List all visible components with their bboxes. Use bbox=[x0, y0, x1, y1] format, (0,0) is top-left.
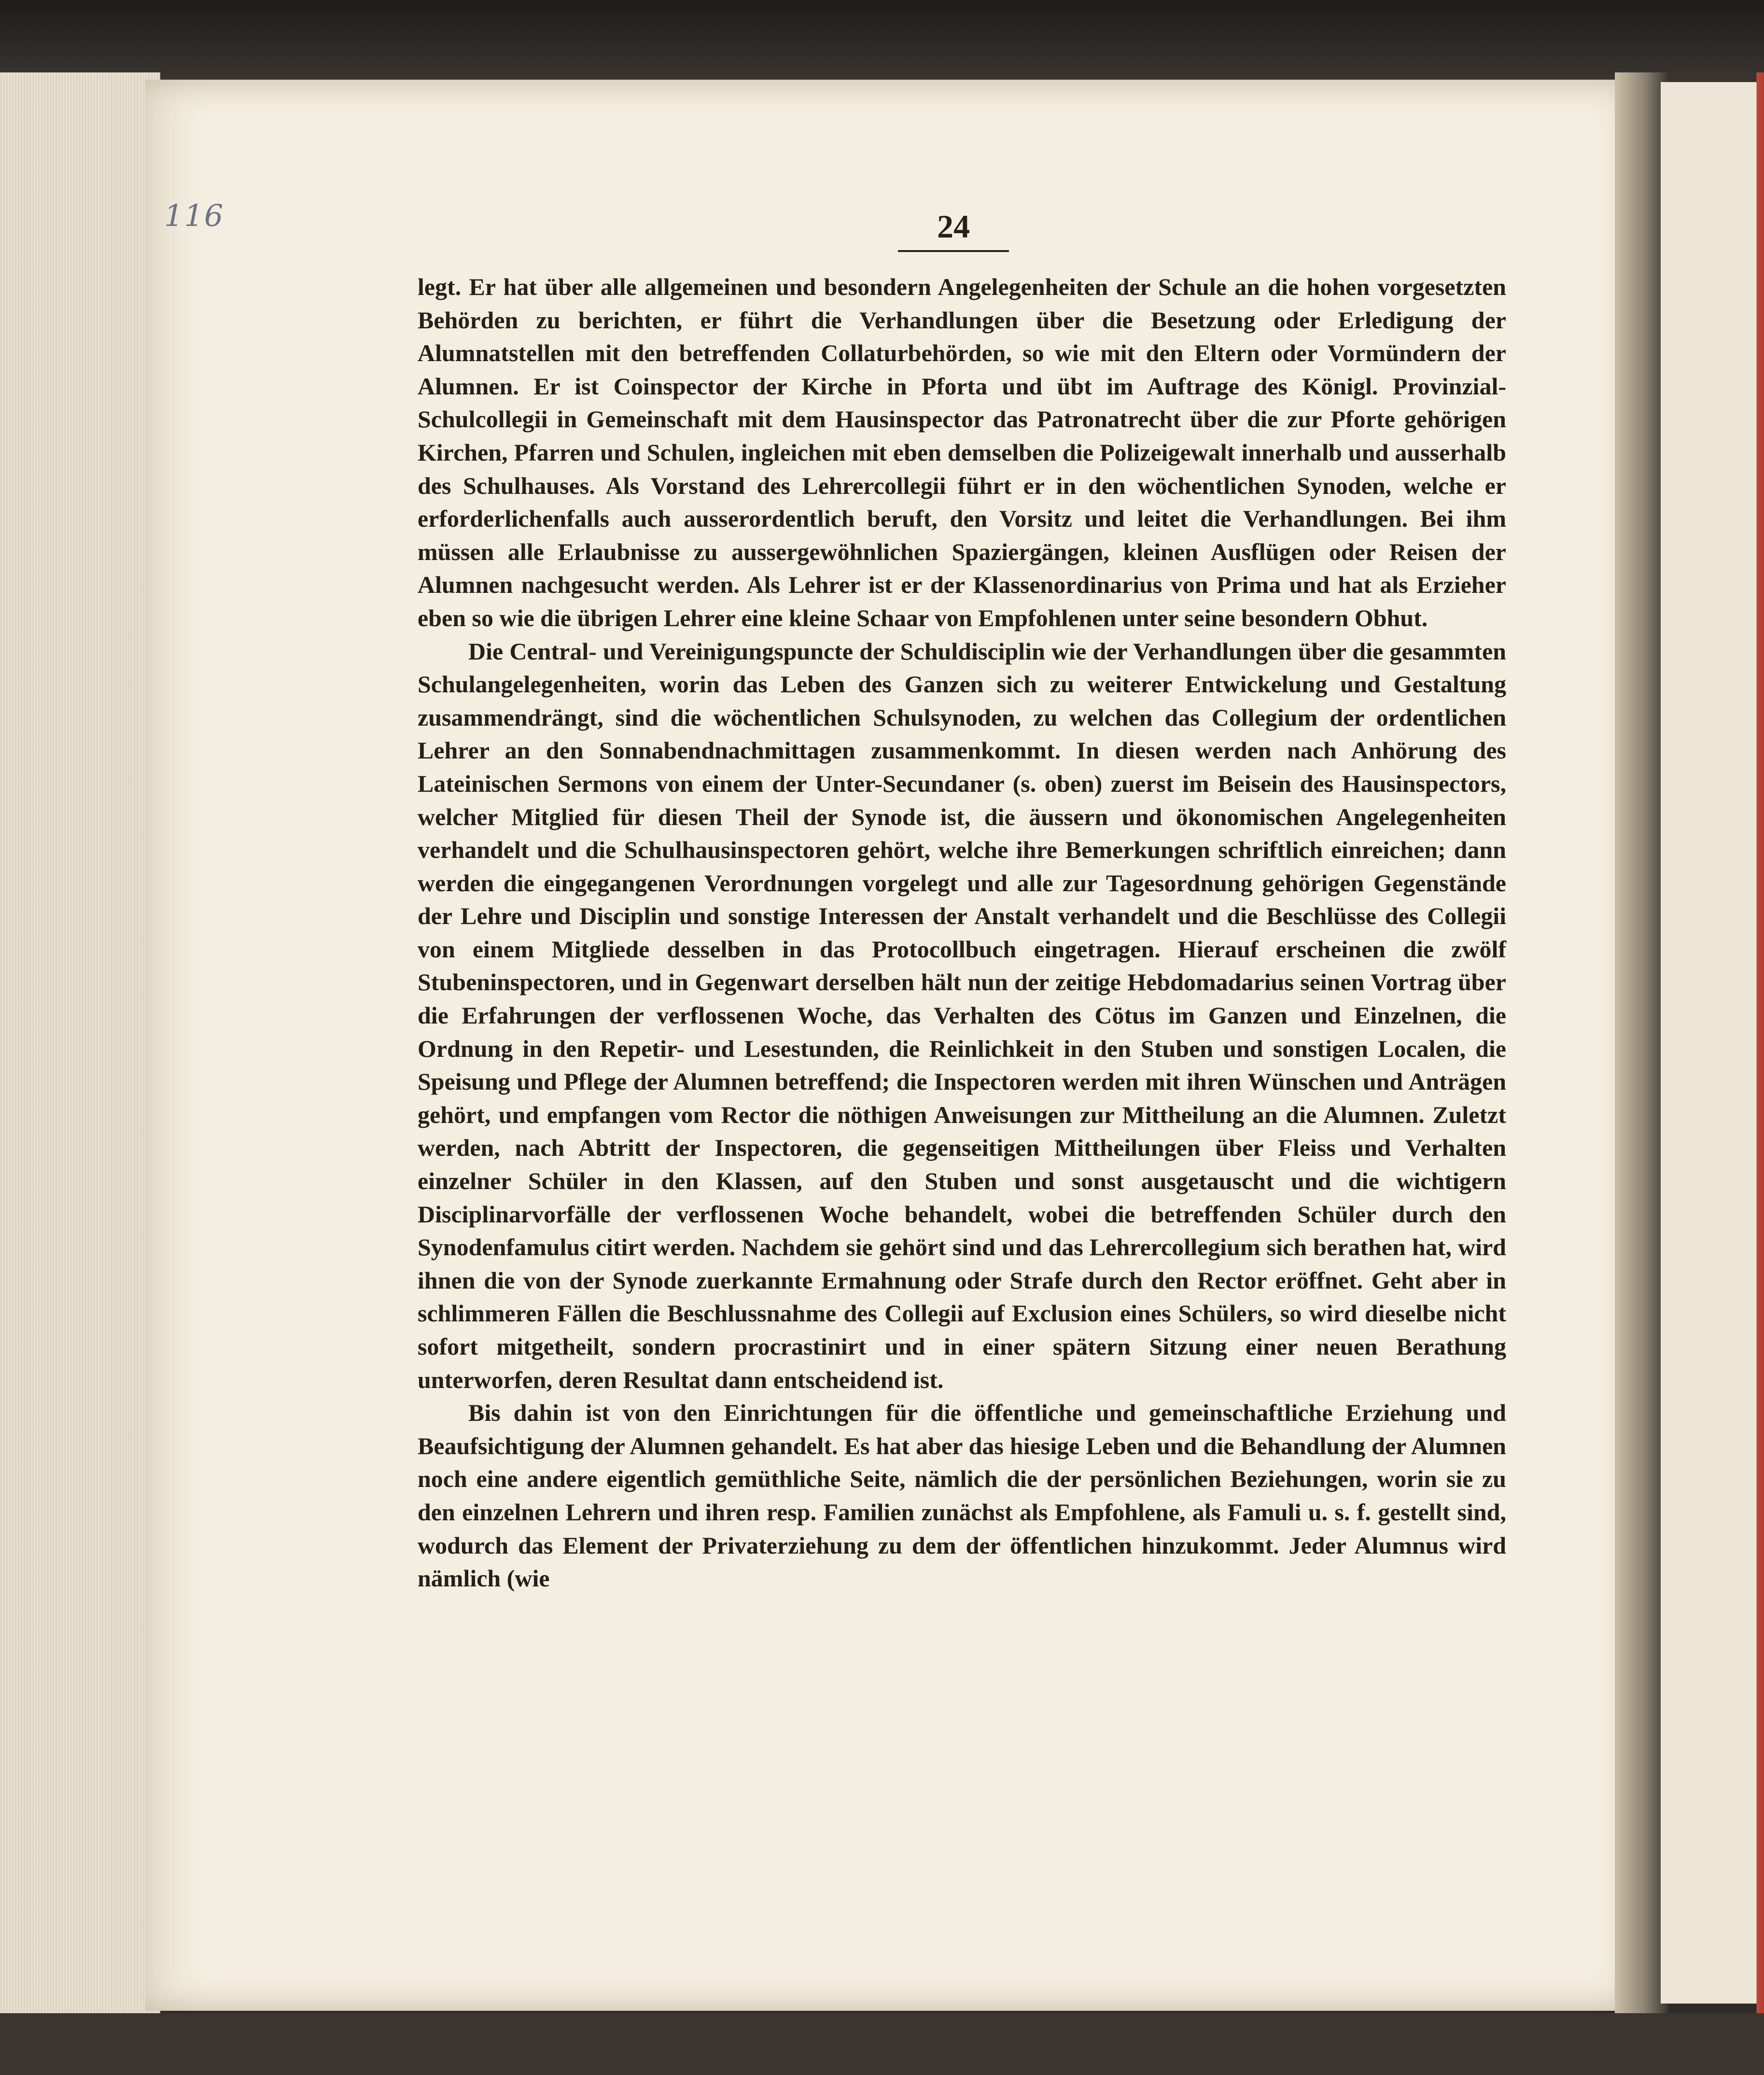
paragraph-3: Bis dahin ist von den Einrichtungen für die öffentliche und gemeinschaftliche Erziehung und Beaufsichtigung der Alumnen gehandelt. Es hat aber das hiesige Leben und die Behandlung der Alumnen noch eine andere eigentlich gemüthliche Seite, nämlich die der persönlichen Beziehungen, worin sie zu den einzelnen Lehrern und ihren resp. Familien zunächst als Empfohlene, als Famuli u. s. f. gestellt sind, wodurch das Element der Privaterziehung zu dem der öffentlichen hinzukommt. Jeder Alumnus wird nämlich (wie bbox=[418, 1399, 1506, 1592]
red-page-edge bbox=[1702, 72, 1764, 2075]
background-bottom bbox=[0, 2013, 1764, 2075]
background-top bbox=[0, 0, 1764, 82]
handwritten-margin-note: 116 bbox=[164, 198, 224, 233]
page-stack-edges bbox=[0, 72, 160, 2075]
book-gutter bbox=[1615, 72, 1668, 2075]
body-text bbox=[418, 270, 1506, 1595]
page-number: 24 bbox=[937, 208, 970, 245]
page-number-rule bbox=[898, 250, 1009, 252]
paragraph-1: legt. Er hat über alle allgemeinen und besondern Angelegenheiten der Schule an die hohen vorgesetzten Behörden zu berichten, er führt die Verhandlungen über die Besetzung oder Erledigung der Alumnatstellen mit den betreffenden Collaturbehörden, so wie mit den Eltern oder Vormündern der Alumnen. Er ist Coinspector der Kirche in Pforta und übt im Auftrage des Königl. Provinzial-Schulcollegii in Gemeinschaft mit dem Hausinspector das Patronatrecht über die zur Pforte gehörigen Kirchen, Pfarren und Schulen, ingleichen mit eben demselben die Polizeigewalt innerhalb und ausserhalb des Schulhauses. Als Vorstand des Lehrercollegii führt er in den wöchentlichen Synoden, welche er erforderlichenfalls auch ausserordentlich beruft, den Vorsitz und leitet die Verhandlungen. Bei ihm müssen alle Erlaubnisse zu aussergewöhnlichen Spaziergängen, kleinen Ausflügen oder Reisen der Alumnen nachgesucht werden. Als Lehrer ist er der Klassenordinarius von Prima und hat als Erzieher eben so wie die übrigen Lehrer eine kleine Schaar von Empfohlenen unter seine besondern Obhut. bbox=[418, 273, 1506, 631]
paragraph-2: Die Central- und Vereinigungspuncte der Schuldisciplin wie der Verhandlungen über die gesammten Schulangelegenheiten, worin das Leben des Ganzen sich zu weiterer Entwickelung und Gestaltung zusammendrängt, sind die wöchentlichen Schulsynoden, zu welchen das Collegium der ordentlichen Lehrer an den Sonnabendnachmittagen zusammenkommt. In diesen werden nach Anhörung des Lateinischen Sermons von einem der Unter-Secundaner (s. oben) zuerst im Beisein des Hausinspectors, welcher Mitglied für diesen Theil der Synode ist, die äussern und ökonomischen Angelegenheiten verhandelt und die Schulhausinspectoren gehört, welche ihre Bemerkungen schriftlich einreichen; dann werden die eingegangenen Verordnungen vorgelegt und alle zur Tagesordnung gehörigen Gegenstände der Lehre und Disciplin und sonstige Interessen der Anstalt verhandelt und die Beschlüsse des Collegii von einem Mitgliede desselben in das Protocollbuch eingetragen. Hierauf erscheinen die zwölf Stubeninspectoren, und in Gegenwart derselben hält nun der zeitige Hebdomadarius seinen Vortrag über die Erfahrungen der verflossenen Woche, das Verhalten des Cötus im Ganzen und Einzelnen, die Ordnung in den Repetir- und Lesestunden, die Reinlichkeit in den Stuben und sonstigen Localen, die Speisung und Pflege der Alumnen betreffend; die Inspectoren werden mit ihren Wünschen und Anträgen gehört, und empfangen vom Rector die nöthigen Anweisungen zur Mittheilung an die Alumnen. Zuletzt werden, nach Abtritt der Inspectoren, die gegenseitigen Mittheilungen über Fleiss und Verhalten einzelner Schüler in den Klassen, auf den Stuben und sonst ausgetauscht und die wichtigern Disciplinarvorfälle der verflossenen Woche behandelt, wobei die betreffenden Schüler durch den Synodenfamulus citirt werden. Nachdem sie gehört sind und das Lehrercollegium sich berathen hat, wird ihnen die von der Synode zuerkannte Ermahnung oder Strafe durch den Rector eröffnet. Geht aber in schlimmeren Fällen die Beschlussnahme des Collegii auf Exclusion eines Schülers, so wird dieselbe nicht sofort mitgetheilt, sondern procrastinirt und in einer spätern Sitzung einer neuen Berathung unterworfen, deren Resultat dann entscheidend ist. bbox=[418, 637, 1506, 1393]
